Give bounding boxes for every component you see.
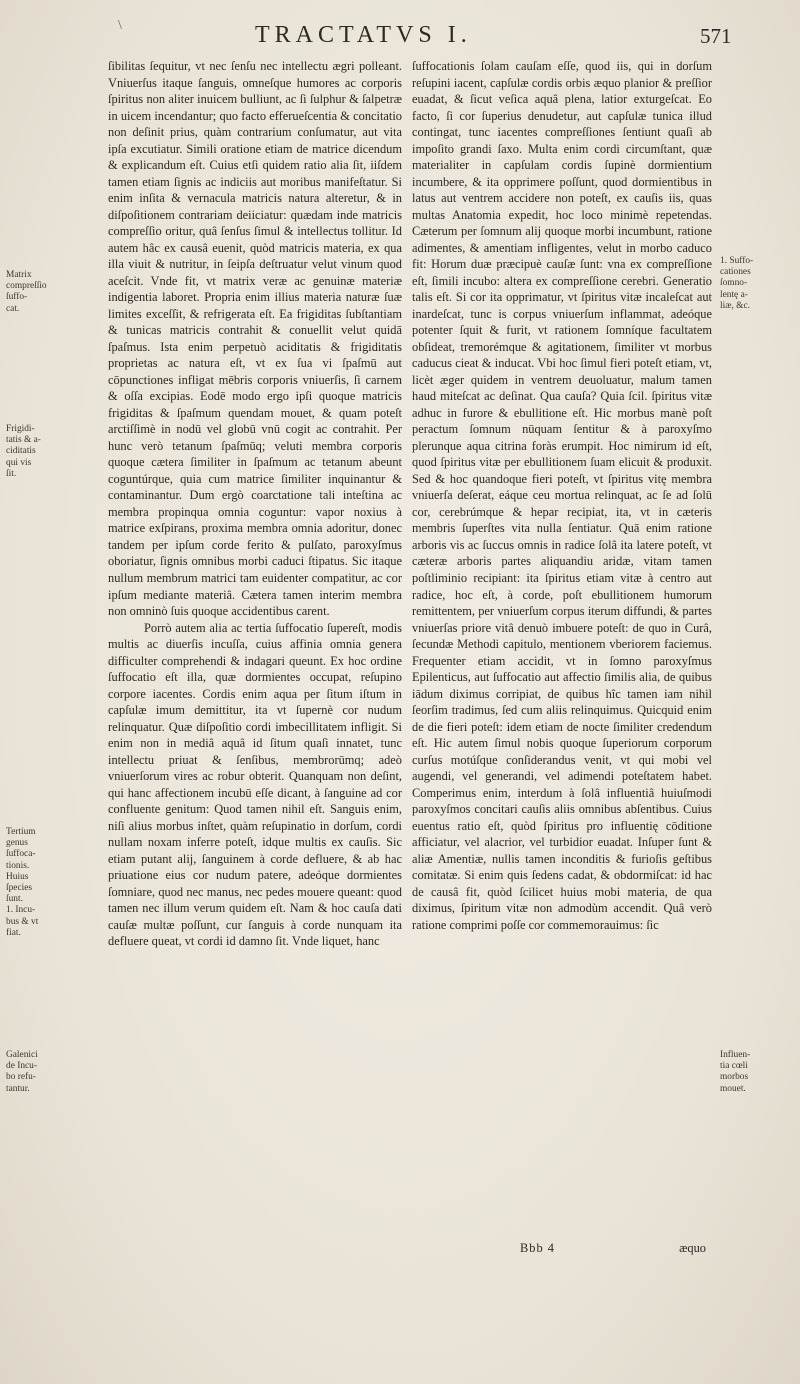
margin-note-right: Influen- tia cœli morbos mouet. — [720, 1050, 751, 1094]
margin-note-left: Tertium genus ſuffoca- tionis. Huius ſpecies ſunt. 1. Incu- bus & vt fiat. — [6, 827, 39, 938]
signature-mark: Bbb 4 — [520, 1241, 555, 1255]
left-paragraph-1: ſibilitas ſequitur, vt nec ſenſu nec intellectu ægri polleant. Vniuerſus itaque ſanguis, omneſque humores ac corporis ſpiritus non aliter inuicem bulliunt, ac ſi ſulphur & ſalpetræ in uicem incendantur; quo facto efferueſcentia & concitatio non deſinit prius, quàm contrarium conſumatur, aut vita ipſa excutiatur. Simili oratione etiam de matrice dicendum & explicandum eſt. Cuius etſi quidem ratio alia ſit, iiſdem tamen etiam ſignis ac indiciis aut moribus manifeſtatur. Si enim inſita & vernacula matricis natura alteretur, & in diſpoſitionem contrariam deiiciatur: quædam inde matricis compreſſio oritur, quâ ſenſus ſimul & intellectus tollitur. Id autem hâc ex causâ euenit, quòd matricis materia, ex qua illa viuit & nutritur, in ſeipſa deſtruatur velut vinum quod aceſcit. Vnde fit, vt matrix veræ ac genuinæ materiæ indigentia laboret. Propria enim illius materia naturæ ſuæ limites exceſſit, & refrigerata eſt. Ea frigiditas ſubſtantiam & tunicas matricis contrahit & conuellit velut quidā ſpaſmus. Ista enim perpetuò aciditatis & frigiditatis proprietas ac natura eſt, vt ex ſua vi ſpaſmū aut cōpunctiones infligat mēbris corporis vniuerſis, ſi carnem & oſſa excipias. Eodē modo ergo ipſi quoque matricis frigiditas & ſpaſmum quendam mouet, & quam poteſt arctiſſimè in nodū vel globū vnū cogit ac contrahit. Per hunc verò tetanum ſpaſmūq; veluti membra corporis quoque cætera ſimiliter in ſpaſmum ac tetanum abeunt coguntúrque, quia cum matrice ſimiliter inquinantur & contaminantur. Dum ergò coarctatione tali inteſtina ac membra propinqua omnia coguntur: vapor noxius à matrice exſpirans, proxima membra omnia adoritur, donec tandem per ipſum corde ferito & pulſato, paroxyſmus oboriatur, ſignis omnibus morbi caduci ſtipatus. Sic itaque nullum membrum matrici tam euidenter compatitur, ac cor ipſum mediante materiâ. Cætera tamen interim membra non omninò ſuis quoque accidentibus carent. — [108, 59, 402, 619]
margin-note-left: Matrix compreſſio ſuffo- cat. — [6, 270, 47, 314]
running-head — [0, 18, 800, 54]
margin-note-left: Frigidi- tatis & a- ciditatis qui vis ſit. — [6, 424, 41, 479]
margin-note-left: Galenici de Incu- bo refu- tantur. — [6, 1050, 38, 1094]
running-head-title: TRACTATVS I. — [255, 22, 472, 48]
margin-note-right: 1. Suffo- cationes ſomno- lentę a- liæ, &c. — [720, 256, 754, 311]
right-paragraph-1: ſuffocationis ſolam cauſam eſſe, quod iis, qui in dorſum reſupini iacent, capſulæ cordis orbis æquo planior & preſſior euadat, & ſicut veſica aquâ plena, latior exturgeſcat. Eo facto, ſi cor ſuperius denudetur, aut capſulæ tunica illud contingat, tunc iacentes compreſſiones ſentiunt quaſi ab impoſito grandi ſaxo. Multa enim cordi circumſtant, quæ materialiter in capſulam cordis ſupinè dormientium incumbere, & ita opprimere poſſunt, quod dormientibus in latus aut ventrem accidere non poteſt, ex cauſis iis, quas multas Anatomia expedit, hoc loco minimè repetendas. Cæterum per ſomnum alij quoque morbi incumbunt, ratione adimentes, & amentiam infligentes, velut in morbo caduco fit: Horum duæ præcipuè cauſæ ſunt: vna ex compreſſione eſt, ſimili incubo: altera ex compreſſione cerebri. Generatio talis eſt. Si cor ita opprimatur, vt ſpiritus vitæ incaleſcat aut inardeſcat, tunc is corpus vniuerſum inflammat, adeóque potenter ſquit & furit, vt rationem ſomníque facultatem obſideat, tremorémque & agitationem, ſimiliter vt morbus caducus cieat & inducat. Vbi hoc ſimul fieri poteſt etiam, vt, licèt æger quidem in ventrem deuoluatur, malum tamen haud miteſcat ac deſinat. Qua cauſa? Quia ſcil. ſpiritus vitæ adhuc in furore & ebullitione eſt. Hic morbus manè poſt peractum ſomnum nūquam ſentitur & à paroxyſmo plerunque aqua citrina foràs erumpit. Hoc nimirum id eſt, quod ſpiritus vitæ per ebullitionem ſuam elicuit & produxit. Sed & hoc quandoque fieri poteſt, vt ſpiritus vitę membra vniuerſa deſerat, eáque ceu mortua relinquat, ac ſe ad ſolū cor, cerebrúmque & hepar recipiat, ita, vt in cæteris membris ſuperſtes vita nulla ſentiatur. Quā enim ratione arboris vis ac ſuccus omnis in radice ſolâ ita latere poteſt, vt cæteræ arboris partes aliquandiu aridæ, vitam tamen poſtliminio recipiant: ita ſpiritus etiam vitæ à centro aut radice, hoc eſt, à corde, poſt ebullitionem humorum remittentem, per vniuerſum corpus iterum diffundi, & partes vniuerſas priore vitâ denuò imbuere poteſt: de quo in Curâ, ſecundæ Methodi capitulo, mentionem vberiorem faciemus. Frequenter etiam accidit, vt in ſomno paroxyſmus Epilenticus, aut ſuffocatio aut affectio ſimilis alia, de quibus iādum diximus corripiat, de quibus hîc tamen iam nihil ſeorſim tradimus, ſed cum aliis relinquimus. Quicquid enim de die fieri poteſt: idem etiam de nocte ſimiliter credendum eſt. Hic autem ſimul nobis quoque ſuperiorum corporum curſus motúſque conſiderandus venit, vt qui mobi vel augendi, vel generandi, vel adimendi poteſtatem habet. Comperimus enim, interdum à ſolâ influentiâ huiuſmodi paroxyſmos concitari cauſis aliis omnibus abſentibus. Cuius euentus ratio eſt, quòd ſpiritus pro influentię cōditione afficiatur, vel alacrior, vel turbidior euadat. Inſuper ſunt & aliæ Amentiæ, nullis tamen inconditis & furioſis geſtibus comitatæ. Si enim quis ſedens cadat, & obdormiſcat: id hac de causâ fit, quòd ſcilicet huius mobi materia, de qua diximus, ſpiritum vitæ non admodùm accendit. Quâ verò ratione comprimi poſſe cor commemorauimus: ſic — [412, 59, 712, 932]
page-footer — [412, 1241, 712, 1259]
right-text-column — [412, 58, 712, 933]
left-paragraph-2: Porrò autem alia ac tertia ſuffocatio ſupereſt, modis multis ac diuerſis incuſſa, cuius affinia omnia genera difficulter comprehendi & indagari queunt. Ex hoc ordine ſuffocatio eſt illa, quæ dormientes occupat, reſupino corpore iacentes. Cordis enim aqua per ſitum iſtum in capſulæ imum demittitur, ita vt ſupernè cor nudum relinquatur. Quæ diſpoſitio cordi imbecillitatem infligit. Si enim non in mediâ aquâ id ſitum quaſi innatet, tunc intellectu priuat & ſenſibus, membrorūmq; adeò vniuerſorum vires ac robur obterit. Quanquam non deſint, qui hanc affectionem incubū eſſe dicant, à ſanguine ad cor confluente genitum: Quod tamen nihil eſt. Sanguis enim, niſi alius morbus inſtet, quàm reſupinatio in dorſum, cordi nullam noxam inferre poteſt, idque multis ex cauſis. Sic etiam putant alij, ſanguinem à corde defluere, & ab hac priuatione eius cor nudum patere, adeóque dormientes ſomniare, quod nec manus, nec pedes mouere queant: quod tamen nec illum verum quidem eſt. Nam & hoc cauſa dati cauſæ multæ poſſunt, cur ſanguis à corde nunquam ita defluere queat, vt cordi id damno ſit. Vnde liquet, hanc — [108, 620, 402, 949]
left-text-column — [108, 58, 402, 950]
catchword: æquo — [679, 1241, 706, 1255]
running-head-mark: \ — [118, 18, 122, 33]
page-number: 571 — [700, 24, 732, 48]
